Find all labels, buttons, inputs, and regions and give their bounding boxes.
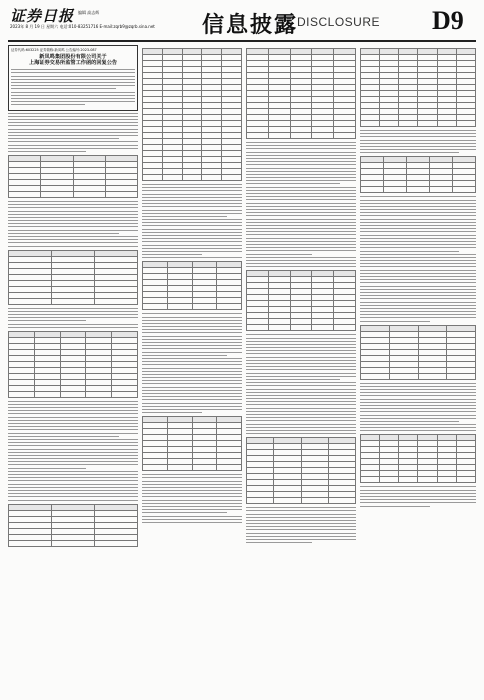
body-text-block — [8, 201, 138, 247]
notice-box — [8, 45, 138, 111]
body-text-block — [8, 308, 138, 328]
body-text-block — [8, 401, 138, 501]
notice-code-line: 证券代码:603225 证券简称:新凤鸣 公告编号:2023-087 — [11, 48, 97, 52]
section-title-en: DISCLOSURE — [297, 15, 381, 29]
data-table — [142, 261, 242, 310]
data-table — [360, 434, 476, 483]
body-text-block — [142, 184, 242, 258]
date-line: 2023年 8 月 19 日 星期六 — [10, 24, 59, 29]
data-table — [8, 250, 138, 305]
data-table — [360, 156, 476, 193]
body-text-block — [142, 474, 242, 523]
body-text-block — [360, 383, 476, 432]
editor-line: 编辑 高志辉 — [78, 10, 100, 15]
data-table — [142, 416, 242, 471]
data-table — [142, 48, 242, 181]
body-text-block — [246, 507, 356, 543]
notice-title — [11, 54, 135, 66]
body-text-block — [360, 130, 476, 153]
header-rule — [8, 40, 476, 42]
body-text-block — [246, 142, 356, 267]
section-title: 信息披露 — [202, 12, 299, 38]
body-text-block — [142, 313, 242, 413]
data-table — [246, 270, 356, 331]
data-table — [8, 155, 138, 198]
data-table — [8, 331, 138, 398]
body-text-block — [8, 113, 138, 152]
column-3 — [246, 45, 356, 695]
notice-title-line1: 新凤鸣集团股份有限公司关于 — [39, 54, 107, 61]
data-table — [360, 325, 476, 380]
data-table — [360, 48, 476, 127]
newspaper-logo: 证券日报 — [10, 7, 75, 25]
contact-line: 电话:010-83251716 E-mail:zqrb9@zqrb.sina.net — [59, 24, 155, 29]
notice-title-line2: 上海证券交易所监管工作函的回复公告 — [28, 60, 118, 67]
page-number: D9 — [432, 6, 464, 35]
data-table — [246, 437, 356, 504]
column-4 — [360, 45, 476, 695]
body-text-block — [246, 334, 356, 434]
data-table — [8, 504, 138, 547]
date-contact-line — [10, 24, 155, 30]
body-text-block — [360, 196, 476, 321]
masthead — [0, 0, 484, 46]
notice-body-text — [11, 69, 135, 105]
body-text-block — [360, 486, 476, 506]
column-1 — [8, 45, 138, 695]
data-table — [246, 48, 356, 139]
column-2 — [142, 45, 242, 695]
